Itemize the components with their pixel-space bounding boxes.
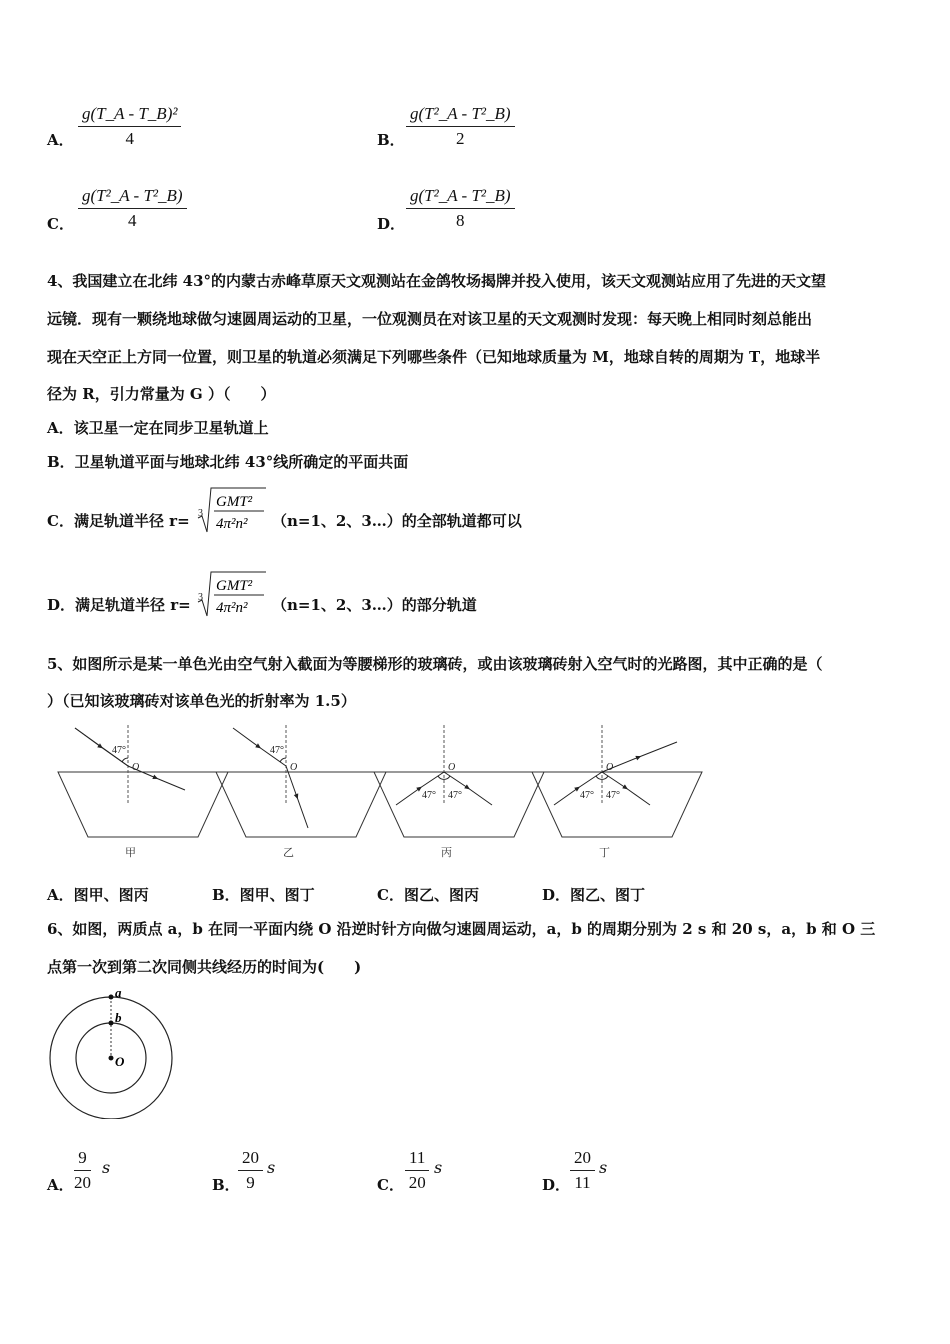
fraction-bar: [406, 126, 515, 127]
angle-label: 47°: [112, 745, 126, 756]
fraction-bar: [570, 1170, 595, 1171]
point-b: [109, 1021, 114, 1026]
fraction-bar: [78, 208, 187, 209]
q3-option-b-fraction: [406, 104, 515, 149]
figure-jia: [58, 725, 228, 859]
point-o: [109, 1056, 114, 1061]
fraction-bar: [238, 1170, 263, 1171]
figure-caption-bing: 丙: [441, 846, 452, 859]
q6-option-d-fraction: [570, 1148, 595, 1193]
point-a: [109, 995, 114, 1000]
label-o: O: [115, 1054, 125, 1069]
q6-option-c-fraction: [405, 1148, 429, 1193]
q4-option-c-prefix: C．满足轨道半径 r=: [47, 512, 190, 530]
q3-option-c-label: C．: [47, 215, 74, 233]
glass-trapezoid: [58, 772, 228, 837]
root-denominator: 4π²n²: [216, 516, 248, 532]
figure-bing: [374, 725, 544, 859]
angle-label-left: 47°: [422, 790, 436, 801]
q5-option-d: D．图乙、图丁: [542, 886, 646, 904]
fraction-numerator: g(T²_A - T²_B): [410, 104, 511, 123]
q4-option-d-prefix: D．满足轨道半径 r=: [47, 596, 191, 614]
label-a: a: [115, 985, 122, 1000]
q4-stem-line-1: 4、我国建立在北纬 43°的内蒙古赤峰草原天文观测站在金鸽牧场揭牌并投入使用，该天文观测站应用了先进的天文望: [47, 272, 827, 290]
angle-label: 47°: [270, 745, 284, 756]
fraction-numerator: 20: [242, 1148, 259, 1167]
q3-option-c-fraction: [78, 186, 187, 231]
q4-stem-line-4: 径为 R，引力常量为 G ）（ ）: [47, 385, 276, 403]
fraction-denominator: 9: [246, 1173, 255, 1192]
fraction-denominator: 20: [408, 1173, 426, 1192]
q5-stem-line-2: ）（已知该玻璃砖对该单色光的折射率为 1.5）: [47, 692, 356, 710]
q5-option-a: A．图甲、图丙: [47, 886, 149, 904]
fraction-bar: [405, 1170, 429, 1171]
root-numerator: GMT²: [216, 578, 253, 594]
root-index: 3: [198, 508, 203, 519]
q4-option-d-cube-root: [196, 568, 268, 620]
q5-option-c: C．图乙、图丙: [377, 886, 479, 904]
root-numerator: GMT²: [216, 494, 253, 510]
fraction-bar: [74, 1170, 91, 1171]
q6-option-d-unit: s: [599, 1158, 608, 1177]
figure-yi: [216, 725, 386, 859]
fraction-denominator: 4: [125, 129, 134, 148]
incident-ray: [554, 772, 602, 805]
q4-option-d-suffix: （n=1、2、3…）的部分轨道: [272, 596, 477, 614]
q6-option-c-unit: s: [434, 1158, 443, 1177]
q3-option-b-label: B．: [377, 131, 405, 149]
q5-stem-line-1: 5、如图所示是某一单色光由空气射入截面为等腰梯形的玻璃砖，或由该玻璃砖射入空气时的光路图，其中正确的是（: [47, 655, 823, 673]
fraction-bar: [406, 208, 515, 209]
q4-option-a: A．该卫星一定在同步卫星轨道上: [47, 419, 269, 437]
point-o-label: O: [290, 762, 298, 773]
q6-stem-line-1: 6、如图，两质点 a，b 在同一平面内绕 O 沿逆时针方向做匀速圆周运动，a，b 的周期分别为 2 s 和 20 s，a，b 和 O 三: [47, 920, 876, 938]
q4-option-c-suffix: （n=1、2、3…）的全部轨道都可以: [272, 512, 522, 530]
point-o-label: O: [606, 762, 614, 773]
q4-option-b: B．卫星轨道平面与地球北纬 43°线所确定的平面共面: [47, 453, 409, 471]
fraction-denominator: 4: [128, 211, 137, 230]
glass-trapezoid: [216, 772, 386, 837]
q3-option-a-fraction: [78, 104, 181, 149]
figure-caption-ding: 丁: [599, 846, 610, 859]
fraction-bar: [78, 126, 181, 127]
fraction-denominator: 20: [74, 1173, 91, 1192]
angle-label-right: 47°: [448, 790, 462, 801]
q6-stem-line-2: 点第一次到第二次同侧共线经历的时间为( ): [47, 958, 362, 976]
refracted-ray: [602, 742, 677, 772]
point-o-label: O: [132, 762, 140, 773]
q5-option-b: B．图甲、图丁: [212, 886, 315, 904]
q6-option-b-fraction: [238, 1148, 263, 1193]
q4-stem-line-3: 现在天空正上方同一位置，则卫星的轨道必须满足下列哪些条件（已知地球质量为 M，地球自转的周期为 T，地球半: [47, 348, 821, 366]
figure-caption-jia: 甲: [125, 846, 136, 859]
angle-label-left: 47°: [580, 790, 594, 801]
fraction-denominator: 2: [456, 129, 465, 148]
q3-option-d-label: D．: [377, 215, 406, 233]
q6-option-a-fraction: [74, 1148, 91, 1193]
figure-ding: [532, 725, 702, 859]
fraction-numerator: 9: [78, 1148, 87, 1167]
fraction-denominator: 8: [456, 211, 465, 230]
fraction-numerator: g(T²_A - T²_B): [410, 186, 511, 205]
root-index: 3: [198, 592, 203, 603]
q6-option-b-unit: s: [267, 1158, 276, 1177]
fraction-numerator: g(T²_A - T²_B): [82, 186, 183, 205]
q6-circles-figure: [44, 984, 179, 1119]
fraction-numerator: g(T_A - T_B)²: [82, 104, 178, 123]
root-denominator: 4π²n²: [216, 600, 248, 616]
q4-option-c-cube-root: [196, 484, 268, 536]
q6-option-c-label: C．: [377, 1176, 404, 1194]
q6-option-b-label: B．: [212, 1176, 240, 1194]
q3-option-a-label: A．: [47, 131, 74, 149]
fraction-numerator: 11: [409, 1148, 426, 1167]
q6-option-a-unit: s: [102, 1158, 111, 1177]
fraction-numerator: 20: [574, 1148, 591, 1167]
q6-option-d-label: D．: [542, 1176, 571, 1194]
label-b: b: [115, 1010, 122, 1025]
q5-light-path-figures: [40, 720, 730, 865]
figure-caption-yi: 乙: [283, 846, 294, 859]
incident-ray: [396, 772, 444, 805]
angle-label-right: 47°: [606, 790, 620, 801]
fraction-denominator: 11: [574, 1173, 591, 1192]
point-o-label: O: [448, 762, 456, 773]
q6-option-a-label: A．: [47, 1176, 74, 1194]
refracted-ray: [286, 766, 308, 828]
q4-stem-line-2: 远镜．现有一颗绕地球做匀速圆周运动的卫星，一位观测员在对该卫星的天文观测时发现：每天晚上相同时刻总能出: [47, 310, 813, 328]
q3-option-d-fraction: [406, 186, 515, 231]
